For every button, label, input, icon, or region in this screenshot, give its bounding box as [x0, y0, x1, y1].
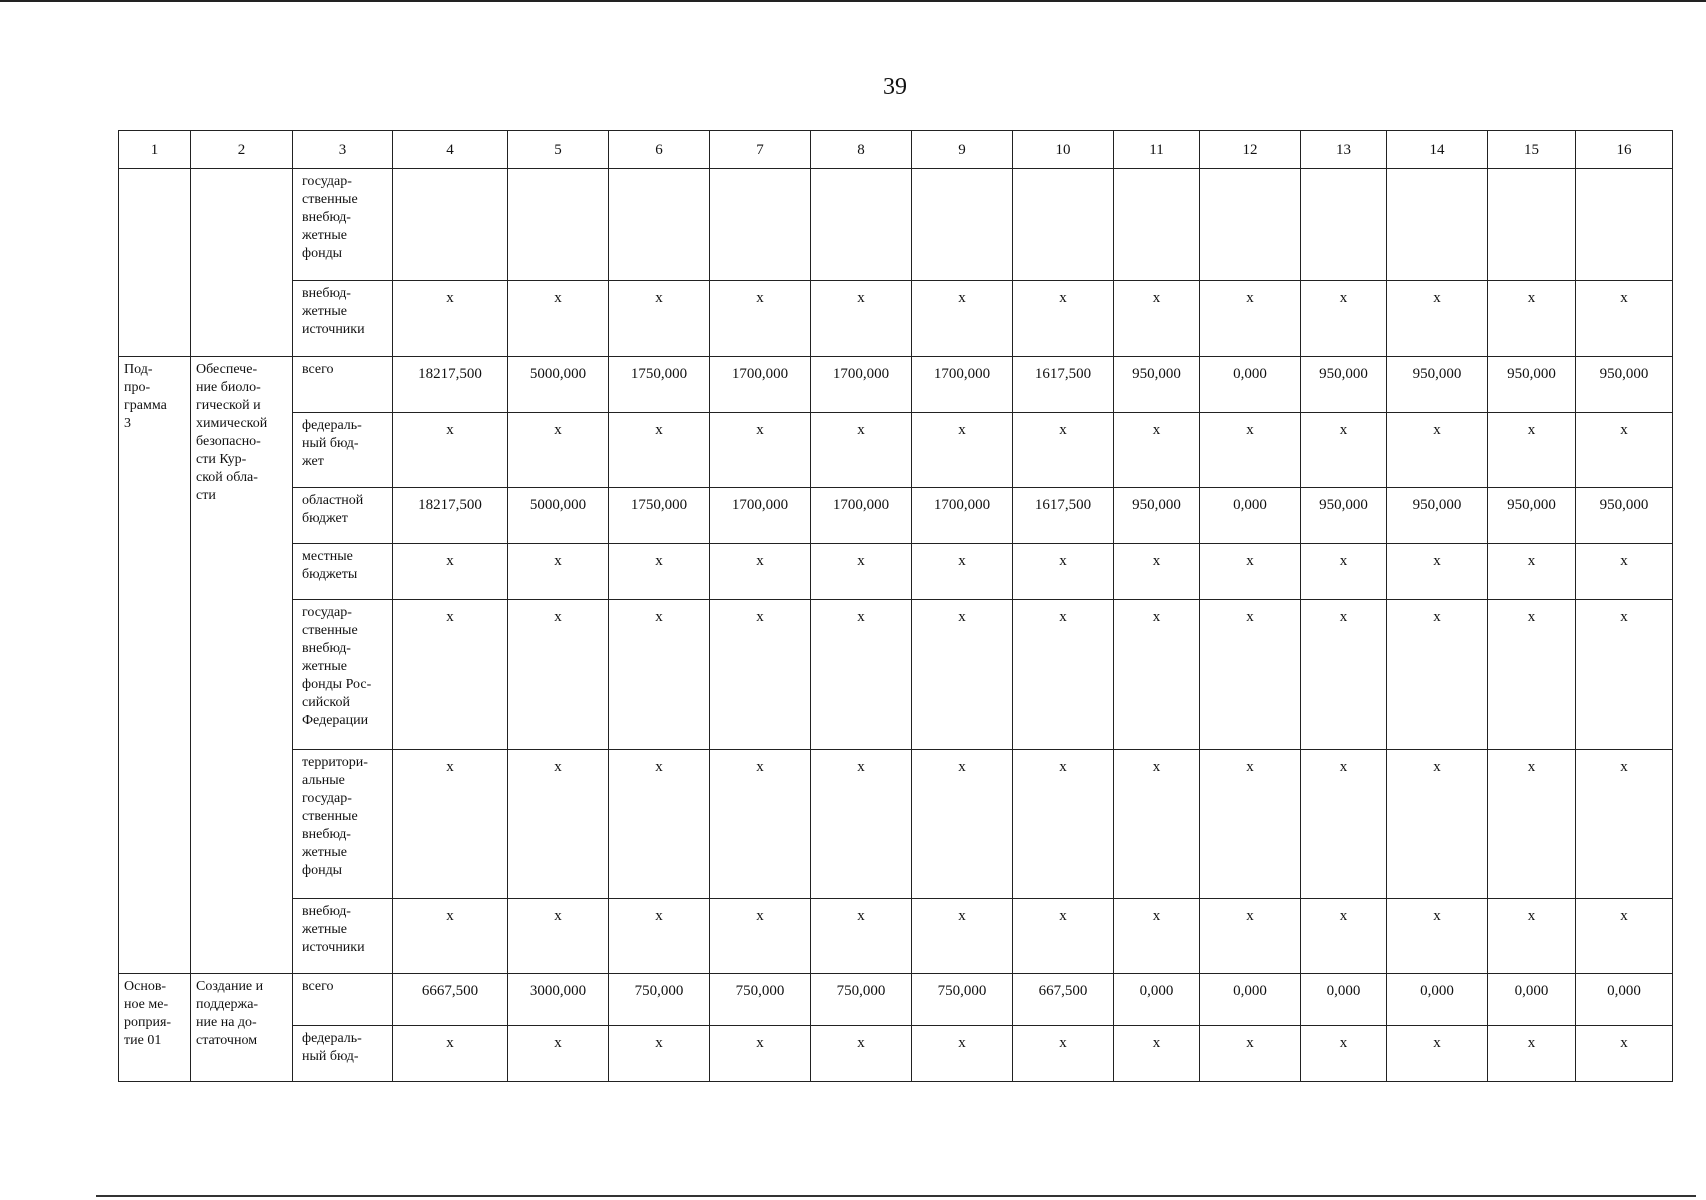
funding-source-cell: государ- ственные внебюд- жетные фонды [293, 169, 393, 281]
table-row [119, 898, 1673, 973]
value-cell: x [710, 1025, 811, 1081]
value-cell: x [1576, 600, 1673, 749]
funding-source-cell: всего [293, 357, 393, 413]
value-cell: x [393, 600, 508, 749]
value-cell: x [912, 898, 1013, 973]
program-name-cell [191, 169, 293, 357]
value-cell: x [1301, 749, 1387, 898]
value-cell: x [1387, 413, 1488, 488]
program-name-cell: Создание и поддержа- ние на до- статочном [191, 973, 293, 1081]
funding-source-cell: всего [293, 973, 393, 1025]
value-cell: 5000,000 [508, 357, 609, 413]
value-cell: x [710, 413, 811, 488]
column-number-9: 9 [912, 131, 1013, 169]
value-cell: x [393, 413, 508, 488]
value-cell: 0,000 [1301, 973, 1387, 1025]
value-cell: x [1114, 281, 1200, 357]
value-cell: 950,000 [1488, 357, 1576, 413]
value-cell: x [1576, 544, 1673, 600]
value-cell: x [508, 749, 609, 898]
value-cell: x [609, 898, 710, 973]
value-cell: 750,000 [811, 973, 912, 1025]
value-cell: x [811, 413, 912, 488]
table-row [119, 544, 1673, 600]
value-cell: x [1387, 749, 1488, 898]
value-cell [393, 169, 508, 281]
program-code-cell: Основ- ное ме- роприя- тие 01 [119, 973, 191, 1081]
value-cell: x [393, 749, 508, 898]
value-cell: x [609, 281, 710, 357]
value-cell: x [1114, 600, 1200, 749]
value-cell: 667,500 [1013, 973, 1114, 1025]
value-cell: 18217,500 [393, 357, 508, 413]
value-cell: 950,000 [1301, 488, 1387, 544]
value-cell: 950,000 [1387, 357, 1488, 413]
column-number-14: 14 [1387, 131, 1488, 169]
value-cell: x [710, 281, 811, 357]
value-cell: x [1200, 281, 1301, 357]
value-cell: x [1301, 413, 1387, 488]
program-name-cell: Обеспече- ние биоло- гической и химической безопасно- сти Кур- ской обла- сти [191, 357, 293, 974]
value-cell: 5000,000 [508, 488, 609, 544]
column-number-12: 12 [1200, 131, 1301, 169]
value-cell: x [609, 1025, 710, 1081]
column-number-2: 2 [191, 131, 293, 169]
value-cell: 950,000 [1114, 357, 1200, 413]
table-row [119, 357, 1673, 413]
value-cell: x [1200, 898, 1301, 973]
value-cell: x [710, 544, 811, 600]
value-cell: 950,000 [1488, 488, 1576, 544]
value-cell: 950,000 [1576, 357, 1673, 413]
table-row [119, 973, 1673, 1025]
table-row [119, 1025, 1673, 1081]
value-cell: 6667,500 [393, 973, 508, 1025]
funding-source-cell: местные бюджеты [293, 544, 393, 600]
footer-rule [96, 1195, 1696, 1197]
value-cell: x [1013, 898, 1114, 973]
value-cell: x [1200, 544, 1301, 600]
value-cell [1301, 169, 1387, 281]
funding-source-cell: областной бюджет [293, 488, 393, 544]
value-cell [609, 169, 710, 281]
table-row [119, 169, 1673, 281]
value-cell: x [811, 281, 912, 357]
column-number-10: 10 [1013, 131, 1114, 169]
value-cell: x [1488, 1025, 1576, 1081]
table-row [119, 413, 1673, 488]
value-cell: x [508, 600, 609, 749]
value-cell: x [1114, 898, 1200, 973]
value-cell: x [1200, 749, 1301, 898]
column-number-7: 7 [710, 131, 811, 169]
value-cell: 750,000 [710, 973, 811, 1025]
column-number-6: 6 [609, 131, 710, 169]
value-cell: x [508, 281, 609, 357]
value-cell: x [912, 281, 1013, 357]
value-cell: x [1576, 1025, 1673, 1081]
column-number-8: 8 [811, 131, 912, 169]
value-cell: x [1114, 749, 1200, 898]
value-cell: 0,000 [1488, 973, 1576, 1025]
value-cell: 950,000 [1301, 357, 1387, 413]
value-cell: x [1114, 1025, 1200, 1081]
value-cell: x [1013, 600, 1114, 749]
funding-source-cell: государ- ственные внебюд- жетные фонды Рос- сийской Федерации [293, 600, 393, 749]
value-cell: x [1488, 413, 1576, 488]
value-cell: x [710, 749, 811, 898]
value-cell: x [1301, 898, 1387, 973]
value-cell: x [1488, 600, 1576, 749]
value-cell: x [508, 413, 609, 488]
value-cell: x [1576, 413, 1673, 488]
value-cell [1013, 169, 1114, 281]
value-cell: x [609, 544, 710, 600]
value-cell: 1750,000 [609, 357, 710, 413]
value-cell: 1750,000 [609, 488, 710, 544]
column-number-3: 3 [293, 131, 393, 169]
value-cell [1387, 169, 1488, 281]
value-cell: 950,000 [1387, 488, 1488, 544]
value-cell: x [811, 600, 912, 749]
value-cell [912, 169, 1013, 281]
value-cell: 0,000 [1200, 488, 1301, 544]
value-cell: x [1488, 544, 1576, 600]
funding-source-cell: федераль- ный бюд- [293, 1025, 393, 1081]
value-cell: x [1488, 281, 1576, 357]
value-cell: 1700,000 [710, 488, 811, 544]
value-cell: 950,000 [1576, 488, 1673, 544]
table-row [119, 281, 1673, 357]
program-code-cell: Под- про- грамма 3 [119, 357, 191, 974]
value-cell: 1700,000 [811, 357, 912, 413]
value-cell: x [811, 1025, 912, 1081]
funding-source-cell: внебюд- жетные источники [293, 281, 393, 357]
value-cell: x [1301, 600, 1387, 749]
program-code-cell [119, 169, 191, 357]
column-number-15: 15 [1488, 131, 1576, 169]
value-cell: x [1200, 600, 1301, 749]
value-cell: x [912, 413, 1013, 488]
value-cell: 1700,000 [710, 357, 811, 413]
funding-source-cell: федераль- ный бюд- жет [293, 413, 393, 488]
value-cell: x [912, 749, 1013, 898]
column-number-4: 4 [393, 131, 508, 169]
value-cell: 1700,000 [811, 488, 912, 544]
table-row [119, 749, 1673, 898]
value-cell: 0,000 [1114, 973, 1200, 1025]
value-cell: x [811, 544, 912, 600]
value-cell: x [508, 544, 609, 600]
value-cell: x [508, 1025, 609, 1081]
value-cell: 1617,500 [1013, 488, 1114, 544]
value-cell: x [1576, 281, 1673, 357]
value-cell [1114, 169, 1200, 281]
value-cell: 750,000 [609, 973, 710, 1025]
value-cell: x [1387, 1025, 1488, 1081]
value-cell: 0,000 [1200, 973, 1301, 1025]
value-cell: x [1013, 544, 1114, 600]
column-number-13: 13 [1301, 131, 1387, 169]
value-cell: x [1013, 1025, 1114, 1081]
value-cell: x [1387, 281, 1488, 357]
value-cell: x [912, 1025, 1013, 1081]
column-number-1: 1 [119, 131, 191, 169]
value-cell: 750,000 [912, 973, 1013, 1025]
column-number-16: 16 [1576, 131, 1673, 169]
funding-source-cell: внебюд- жетные источники [293, 898, 393, 973]
value-cell: x [1013, 281, 1114, 357]
value-cell: x [912, 600, 1013, 749]
value-cell: x [393, 544, 508, 600]
value-cell [1200, 169, 1301, 281]
value-cell: x [1576, 898, 1673, 973]
value-cell: x [811, 898, 912, 973]
table-row [119, 488, 1673, 544]
value-cell: 950,000 [1114, 488, 1200, 544]
value-cell: 18217,500 [393, 488, 508, 544]
value-cell: x [1114, 413, 1200, 488]
value-cell: x [1387, 898, 1488, 973]
value-cell: 1700,000 [912, 488, 1013, 544]
value-cell: x [1301, 281, 1387, 357]
value-cell: x [1387, 600, 1488, 749]
value-cell: x [609, 413, 710, 488]
header-row [119, 131, 1673, 169]
value-cell [508, 169, 609, 281]
value-cell [710, 169, 811, 281]
value-cell: x [393, 898, 508, 973]
value-cell: x [1013, 413, 1114, 488]
value-cell: x [609, 749, 710, 898]
value-cell: x [1301, 1025, 1387, 1081]
value-cell: x [912, 544, 1013, 600]
value-cell: x [1301, 544, 1387, 600]
value-cell: x [393, 281, 508, 357]
value-cell: x [609, 600, 710, 749]
value-cell: x [508, 898, 609, 973]
value-cell [1488, 169, 1576, 281]
value-cell [1576, 169, 1673, 281]
value-cell [811, 169, 912, 281]
value-cell: x [710, 600, 811, 749]
value-cell: x [1013, 749, 1114, 898]
value-cell: x [1114, 544, 1200, 600]
value-cell: x [1387, 544, 1488, 600]
value-cell: 0,000 [1576, 973, 1673, 1025]
column-number-11: 11 [1114, 131, 1200, 169]
column-number-5: 5 [508, 131, 609, 169]
value-cell: x [1576, 749, 1673, 898]
value-cell: x [1488, 898, 1576, 973]
value-cell: 3000,000 [508, 973, 609, 1025]
value-cell: x [1200, 1025, 1301, 1081]
value-cell: x [1488, 749, 1576, 898]
top-rule [0, 0, 1706, 2]
value-cell: x [1200, 413, 1301, 488]
funding-source-cell: территори- альные государ- ственные внебюд- жетные фонды [293, 749, 393, 898]
budget-table [118, 130, 1673, 1082]
value-cell: 1700,000 [912, 357, 1013, 413]
table-row [119, 600, 1673, 749]
value-cell: 1617,500 [1013, 357, 1114, 413]
value-cell: 0,000 [1387, 973, 1488, 1025]
value-cell: x [393, 1025, 508, 1081]
value-cell: 0,000 [1200, 357, 1301, 413]
value-cell: x [710, 898, 811, 973]
value-cell: x [811, 749, 912, 898]
page-number: 39 [883, 74, 907, 100]
